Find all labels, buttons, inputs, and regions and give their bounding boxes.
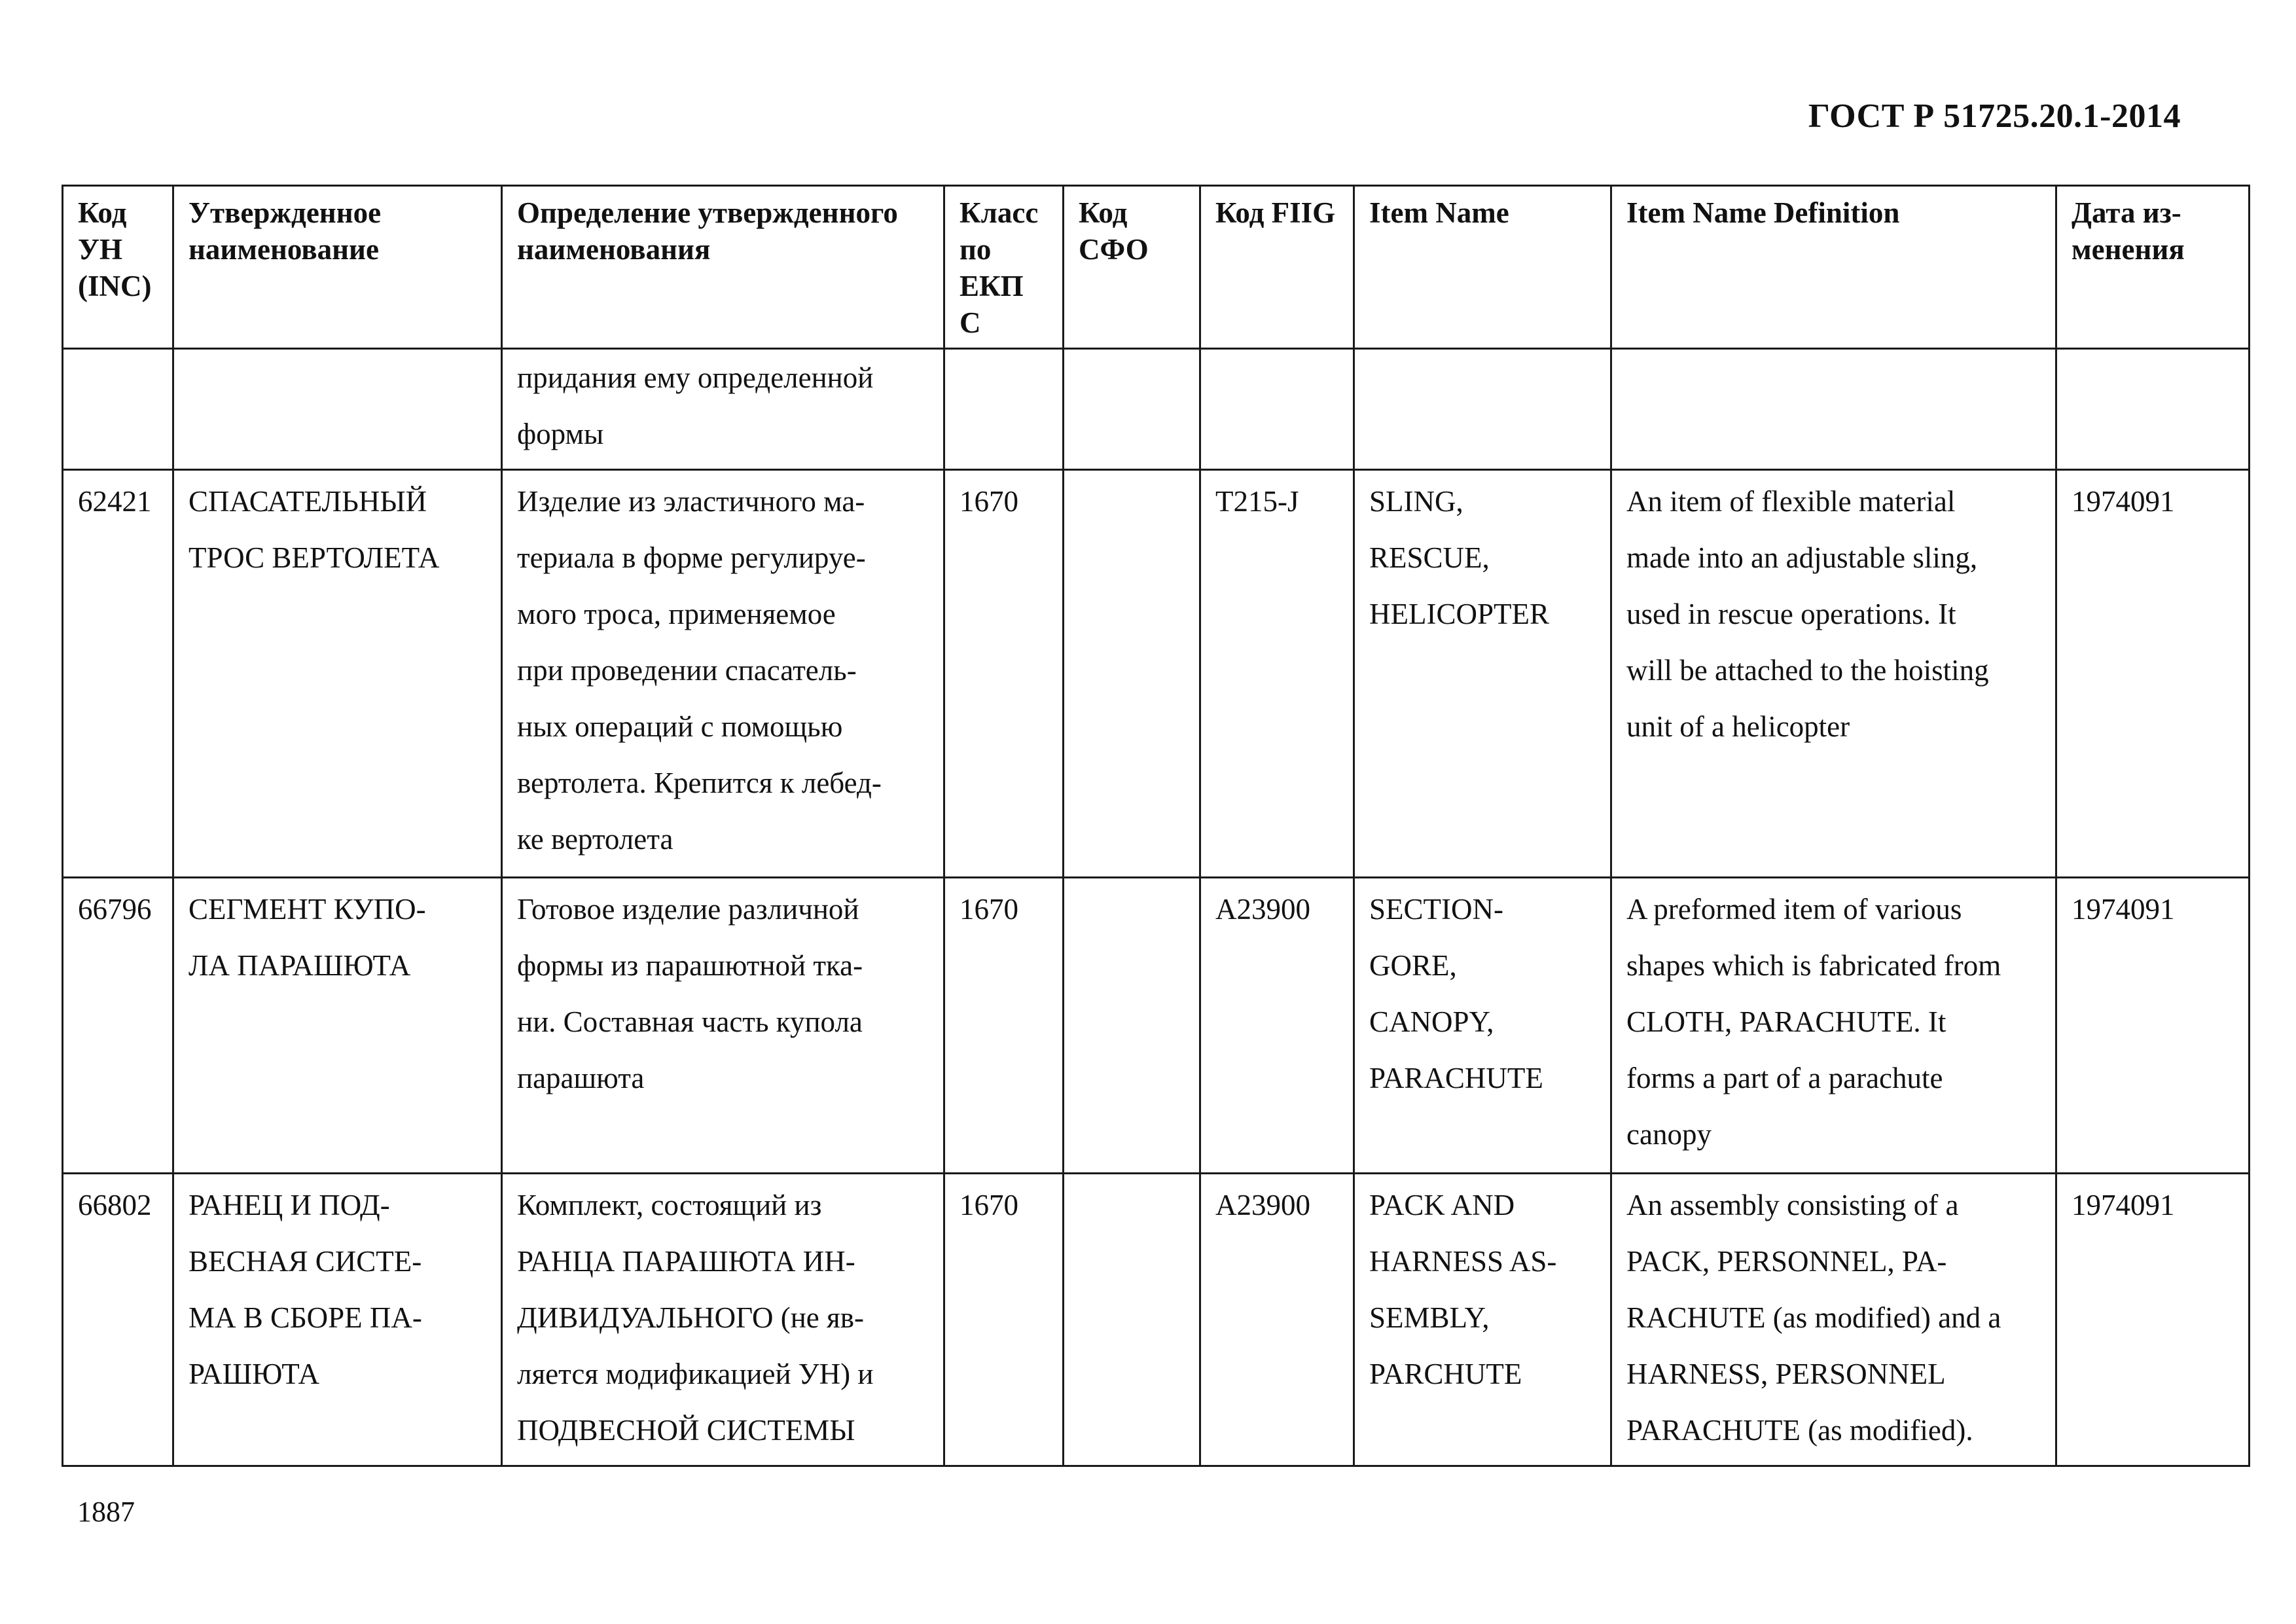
cell-change-date: 1974091	[2056, 878, 2250, 1174]
cell-approved-name: СПАСАТЕЛЬНЫЙ ТРОС ВЕРТОЛЕТА	[173, 470, 502, 878]
cell-approved-name	[173, 349, 502, 470]
cell-name-definition: Комплект, состоящий из РАНЦА ПАРАШЮТА ИН- ДИВИДУАЛЬНОГО (не яв- ляется модификацией УН) и ПОДВЕСНОЙ СИСТЕМЫ	[502, 1174, 944, 1466]
cell-inc: 62421	[63, 470, 173, 878]
catalog-table	[62, 185, 2250, 1467]
cell-change-date: 1974091	[2056, 470, 2250, 878]
cell-item-name-definition: An item of flexible material made into an adjustable sling, used in rescue operations. It will be attached to the hoisting unit of a helicopter	[1611, 470, 2056, 878]
cell-change-date: 1974091	[2056, 1174, 2250, 1466]
cell-fiig: A23900	[1200, 878, 1354, 1174]
document-standard-code: ГОСТ Р 51725.20.1-2014	[1808, 98, 2181, 135]
cell-item-name: PACK AND HARNESS AS- SEMBLY, PARCHUTE	[1354, 1174, 1611, 1466]
cell-item-name: SECTION- GORE, CANOPY, PARACHUTE	[1354, 878, 1611, 1174]
table-header-row	[63, 186, 2250, 349]
header-item-name: Item Name	[1354, 186, 1611, 349]
cell-sfo	[1064, 878, 1200, 1174]
table-row	[63, 1174, 2250, 1466]
cell-class: 1670	[944, 1174, 1064, 1466]
cell-fiig: A23900	[1200, 1174, 1354, 1466]
cell-item-name-definition	[1611, 349, 2056, 470]
cell-item-name-definition: An assembly consisting of a PACK, PERSONNEL, PA- RACHUTE (as modified) and a HARNESS, PERSONNEL PARACHUTE (as modified).	[1611, 1174, 2056, 1466]
header-sfo: Код СФО	[1064, 186, 1200, 349]
cell-name-definition: Изделие из эластичного ма- териала в форме регулируе- мого троса, применяемое при проведении спасатель- ных операций с помощью вертолета. Крепится к лебед- ке вертолета	[502, 470, 944, 878]
page-number: 1887	[77, 1496, 135, 1528]
cell-item-name: SLING, RESCUE, HELICOPTER	[1354, 470, 1611, 878]
header-approved-name: Утвержденное наименование	[173, 186, 502, 349]
cell-inc	[63, 349, 173, 470]
cell-sfo	[1064, 470, 1200, 878]
cell-item-name	[1354, 349, 1611, 470]
cell-inc: 66796	[63, 878, 173, 1174]
cell-name-definition: Готовое изделие различной формы из парашютной тка- ни. Составная часть купола парашюта	[502, 878, 944, 1174]
cell-approved-name: РАНЕЦ И ПОД- ВЕСНАЯ СИСТЕ- МА В СБОРЕ ПА- РАШЮТА	[173, 1174, 502, 1466]
cell-fiig	[1200, 349, 1354, 470]
cell-class	[944, 349, 1064, 470]
cell-class: 1670	[944, 878, 1064, 1174]
cell-fiig: T215-J	[1200, 470, 1354, 878]
cell-item-name-definition: A preformed item of various shapes which is fabricated from CLOTH, PARACHUTE. It forms a part of a parachute canopy	[1611, 878, 2056, 1174]
header-inc: Код УН (INC)	[63, 186, 173, 349]
table-row	[63, 470, 2250, 878]
table-row	[63, 878, 2250, 1174]
table-row-continuation	[63, 349, 2250, 470]
header-class: Класс по ЕКП С	[944, 186, 1064, 349]
cell-sfo	[1064, 349, 1200, 470]
header-fiig: Код FIIG	[1200, 186, 1354, 349]
cell-change-date	[2056, 349, 2250, 470]
header-name-definition: Определение утвержденного наименования	[502, 186, 944, 349]
cell-name-definition: придания ему определенной формы	[502, 349, 944, 470]
cell-class: 1670	[944, 470, 1064, 878]
header-change-date: Дата из- менения	[2056, 186, 2250, 349]
cell-inc: 66802	[63, 1174, 173, 1466]
header-item-name-definition: Item Name Definition	[1611, 186, 2056, 349]
cell-approved-name: СЕГМЕНТ КУПО- ЛА ПАРАШЮТА	[173, 878, 502, 1174]
cell-sfo	[1064, 1174, 1200, 1466]
